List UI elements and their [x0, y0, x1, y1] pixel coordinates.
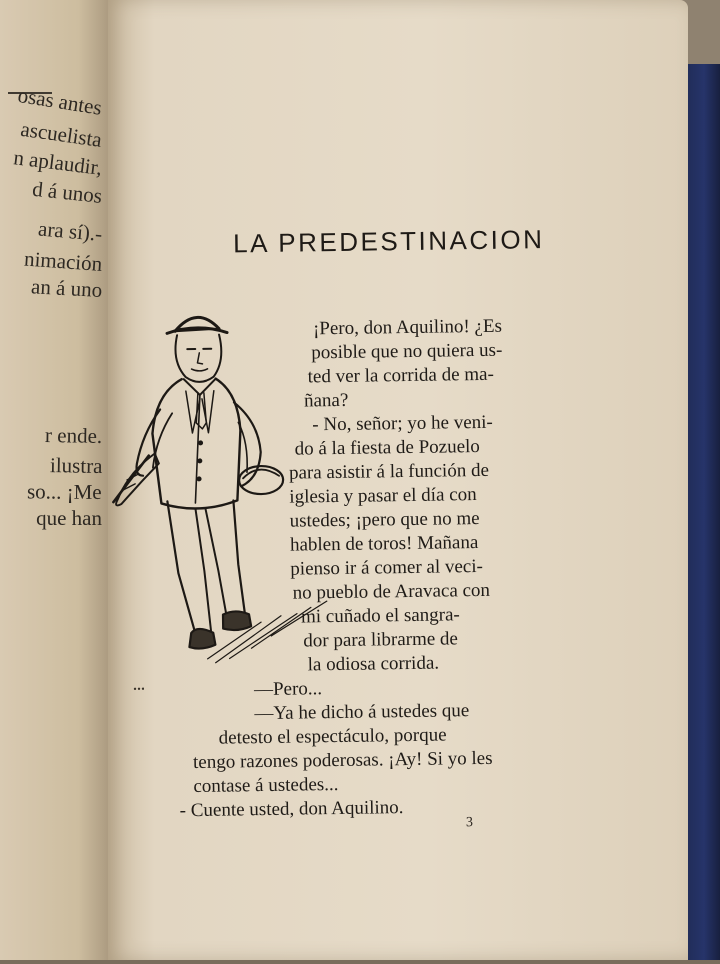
left-line: an á uno [30, 274, 103, 302]
left-line: ascuelista [19, 116, 104, 152]
body-line: —Pero... [253, 678, 323, 701]
body-line: la odiosa corrida. [307, 652, 440, 676]
body-line: detesto el espectáculo, porque [218, 724, 447, 749]
body-line: pienso ir á comer al veci- [290, 555, 484, 580]
book-page [108, 0, 688, 960]
left-line: nimación [23, 246, 103, 276]
body-line: dor para librarme de [303, 628, 459, 652]
body-line: hablen de toros! Mañana [289, 532, 479, 556]
left-line: so... ¡Me [27, 479, 103, 504]
chapter-title: LA PREDESTINACION [232, 224, 545, 259]
left-line: ilustra [49, 453, 103, 478]
ink-mark [132, 684, 144, 694]
body-line: ñana? [303, 389, 349, 412]
body-line: contase á ustedes... [193, 774, 339, 798]
left-line: n aplaudir, [12, 145, 104, 180]
left-line: ara sí).- [37, 216, 104, 246]
body-line: posible que no quiera us- [311, 339, 503, 364]
left-line: osas antes [16, 82, 104, 120]
left-line: r ende. [44, 423, 103, 448]
left-line: que han [36, 506, 102, 530]
body-line: ustedes; ¡pero que no me [289, 508, 480, 532]
body-line: ted ver la corrida de ma- [307, 363, 495, 388]
left-page-text [0, 0, 112, 960]
left-facing-page [0, 0, 112, 960]
body-line: para asistir á la función de [288, 459, 490, 484]
body-line: —Ya he dicho á ustedes que [254, 700, 470, 725]
body-line: mi cuñado el sangra- [300, 604, 460, 628]
body-line: no pueblo de Aravaca con [292, 579, 491, 604]
body-line: iglesia y pasar el día con [289, 484, 477, 508]
page-number: 3 [465, 815, 474, 831]
body-line: - Cuente usted, don Aquilino. [179, 797, 404, 822]
left-line: d á unos [31, 176, 104, 208]
body-line: tengo razones poderosas. ¡Ay! Si yo les [192, 747, 493, 774]
page-content [102, 0, 695, 964]
body-line: do á la fiesta de Pozuelo [294, 436, 480, 460]
body-line: - No, señor; yo he veni- [312, 411, 493, 436]
body-line: ¡Pero, don Aquilino! ¿Es [312, 315, 503, 340]
